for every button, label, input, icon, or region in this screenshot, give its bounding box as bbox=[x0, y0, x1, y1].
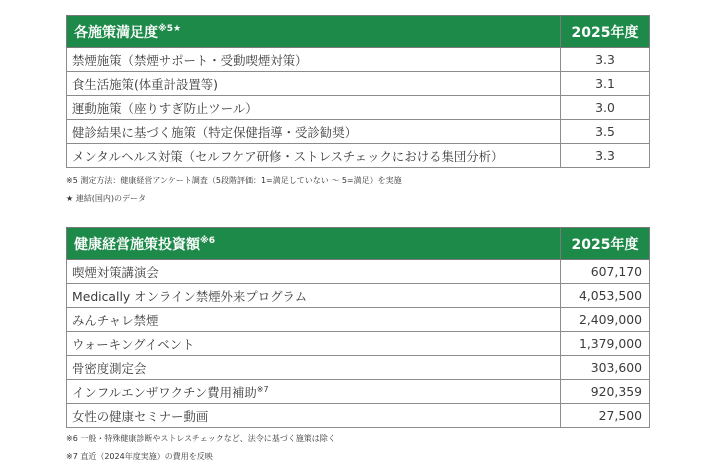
satisfaction-table bbox=[66, 15, 650, 168]
investment-note-recent: ※7 直近（2024年度実施）の費用を反映 bbox=[66, 452, 213, 461]
satisfaction-title-footnote-mark: ※5★ bbox=[158, 23, 182, 34]
investment-table bbox=[66, 227, 650, 428]
table-row bbox=[67, 120, 650, 144]
investment-item-amount: 27,500 bbox=[561, 404, 650, 428]
table-row bbox=[67, 308, 650, 332]
table-row bbox=[67, 380, 650, 404]
investment-item-footnote-mark: ※7 bbox=[256, 384, 269, 394]
investment-item-label: 骨密度測定会 bbox=[67, 356, 561, 380]
investment-item-amount: 303,600 bbox=[561, 356, 650, 380]
table-row bbox=[67, 260, 650, 284]
satisfaction-item-label: 食生活施策(体重計設置等) bbox=[67, 72, 561, 96]
satisfaction-header-row bbox=[67, 16, 650, 48]
investment-item-label: 喫煙対策講演会 bbox=[67, 260, 561, 284]
table-row bbox=[67, 284, 650, 308]
investment-header-row bbox=[67, 228, 650, 260]
table-row bbox=[67, 96, 650, 120]
investment-item-label: 女性の健康セミナー動画 bbox=[67, 404, 561, 428]
satisfaction-note-method: ※5 測定方法：健康経営アンケート調査（5段階評価：1=満足していない ～ 5=満足）を実施 bbox=[66, 176, 402, 185]
satisfaction-year-header: 2025年度 bbox=[561, 16, 650, 48]
table-row bbox=[67, 332, 650, 356]
satisfaction-item-score: 3.3 bbox=[561, 48, 650, 72]
investment-title bbox=[67, 228, 561, 260]
satisfaction-item-label: 運動施策（座りすぎ防止ツール） bbox=[67, 96, 561, 120]
investment-item-label: ウォーキングイベント bbox=[67, 332, 561, 356]
investment-note-exclusion: ※6 一般・特殊健康診断やストレスチェックなど、法令に基づく施策は除く bbox=[66, 434, 336, 443]
satisfaction-item-label: 禁煙施策（禁煙サポート・受動喫煙対策） bbox=[67, 48, 561, 72]
investment-item-amount: 2,409,000 bbox=[561, 308, 650, 332]
investment-year-header: 2025年度 bbox=[561, 228, 650, 260]
table-row bbox=[67, 48, 650, 72]
satisfaction-title bbox=[67, 16, 561, 48]
investment-item-amount: 607,170 bbox=[561, 260, 650, 284]
satisfaction-item-score: 3.0 bbox=[561, 96, 650, 120]
investment-item-label: みんチャレ禁煙 bbox=[67, 308, 561, 332]
investment-item-amount: 4,053,500 bbox=[561, 284, 650, 308]
table-row bbox=[67, 356, 650, 380]
investment-title-footnote-mark: ※6 bbox=[200, 235, 216, 246]
satisfaction-note-scope: ★ 連結(国内)のデータ bbox=[66, 194, 146, 203]
satisfaction-item-score: 3.3 bbox=[561, 144, 650, 168]
investment-item-label-text: インフルエンザワクチン費用補助 bbox=[72, 384, 257, 400]
satisfaction-item-label: 健診結果に基づく施策（特定保健指導・受診勧奨） bbox=[67, 120, 561, 144]
table-row bbox=[67, 404, 650, 428]
table-row bbox=[67, 72, 650, 96]
investment-item-amount: 1,379,000 bbox=[561, 332, 650, 356]
investment-item-label bbox=[67, 380, 561, 404]
investment-item-amount: 920,359 bbox=[561, 380, 650, 404]
satisfaction-title-text: 各施策満足度 bbox=[74, 24, 158, 41]
satisfaction-item-score: 3.1 bbox=[561, 72, 650, 96]
investment-title-text: 健康経営施策投資額 bbox=[74, 236, 200, 253]
satisfaction-item-score: 3.5 bbox=[561, 120, 650, 144]
satisfaction-item-label: メンタルヘルス対策（セルフケア研修・ストレスチェックにおける集団分析） bbox=[67, 144, 561, 168]
investment-item-label: Medically オンライン禁煙外来プログラム bbox=[67, 284, 561, 308]
table-row bbox=[67, 144, 650, 168]
